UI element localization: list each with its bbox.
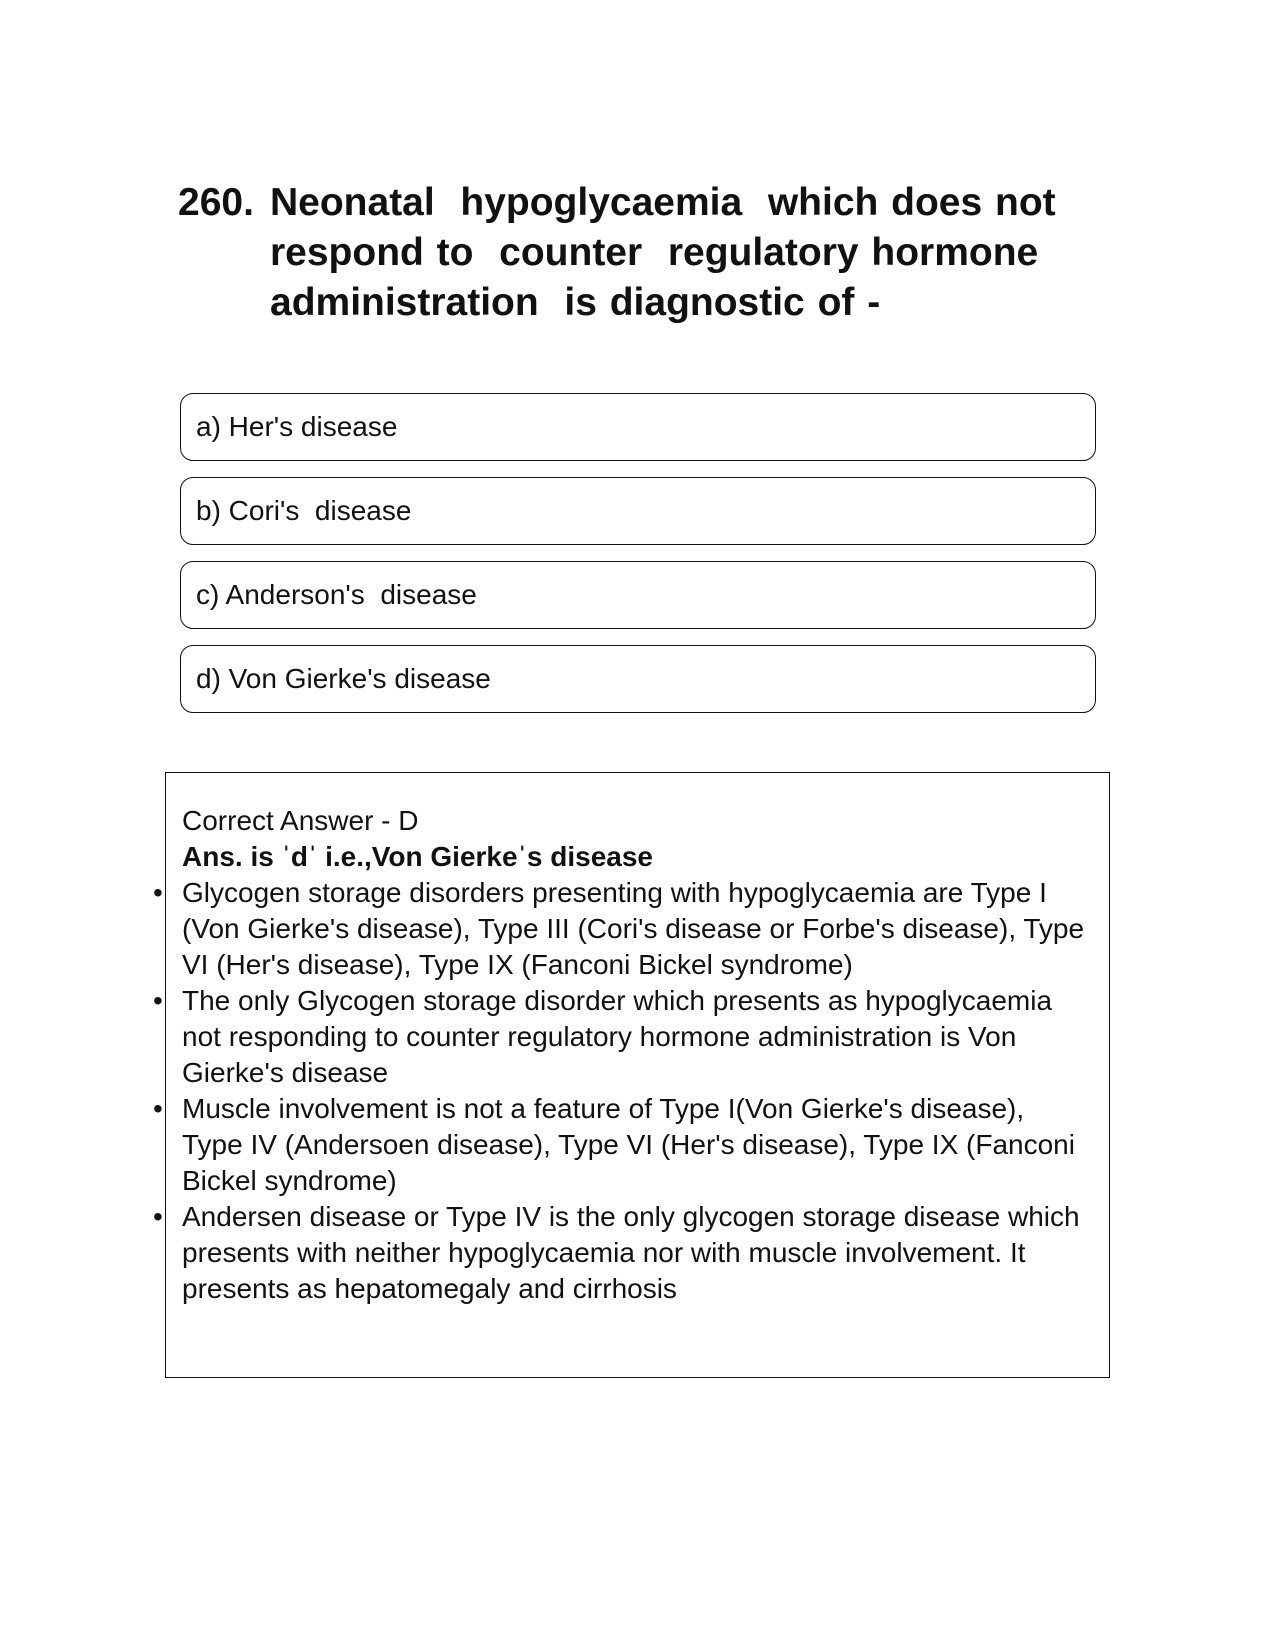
options-list [180, 393, 1096, 729]
answer-explanation-box [153, 772, 1110, 1378]
option-b[interactable]: b) Cori's disease [180, 477, 1096, 545]
list-item-text: Glycogen storage disorders presenting with hypoglycaemia are Type I (Von Gierke's disease), Type III (Cori's disease or Forbe's disease), Type VI (Her's disease), Type IX (Fanconi Bickel syndrome) [182, 877, 1085, 980]
list-item-text: The only Glycogen storage disorder which presents as hypoglycaemia not responding to counter regulatory hormone administration is Von Gierke's disease [182, 985, 1053, 1088]
list-item-text: Muscle involvement is not a feature of Type I(Von Gierke's disease), Type IV (Andersoen disease), Type VI (Her's disease), Type IX (Fanconi Bickel syndrome) [182, 1093, 1075, 1196]
bullet-icon: • [153, 1093, 163, 1124]
list-item [153, 1199, 1092, 1307]
option-c[interactable]: c) Anderson's disease [180, 561, 1096, 629]
answer-content [153, 803, 1092, 1307]
option-d[interactable]: d) Von Gierke's disease [180, 645, 1096, 713]
question [178, 178, 1098, 328]
correct-answer-label: Correct Answer - D [182, 805, 419, 836]
explanation-list [153, 875, 1092, 1307]
answer-heading: Ans. is ˈdˈ i.e.,Von Gierkeˈs disease [182, 841, 653, 872]
list-item-text: Andersen disease or Type IV is the only glycogen storage disease which presents with neither hypoglycaemia nor with muscle involvement. It presents as hepatomegaly and cirrhosis [182, 1201, 1080, 1304]
list-item [153, 983, 1092, 1091]
question-number: 260. [178, 181, 254, 224]
bullet-icon: • [153, 1201, 163, 1232]
list-item [153, 1091, 1092, 1199]
option-a[interactable]: a) Her's disease [180, 393, 1096, 461]
bullet-icon: • [153, 877, 163, 908]
list-item [153, 875, 1092, 983]
question-text: Neonatal hypoglycaemia which does not respond to counter regulatory hormone administration is diagnostic of - [270, 181, 1082, 324]
bullet-icon: • [153, 985, 163, 1016]
